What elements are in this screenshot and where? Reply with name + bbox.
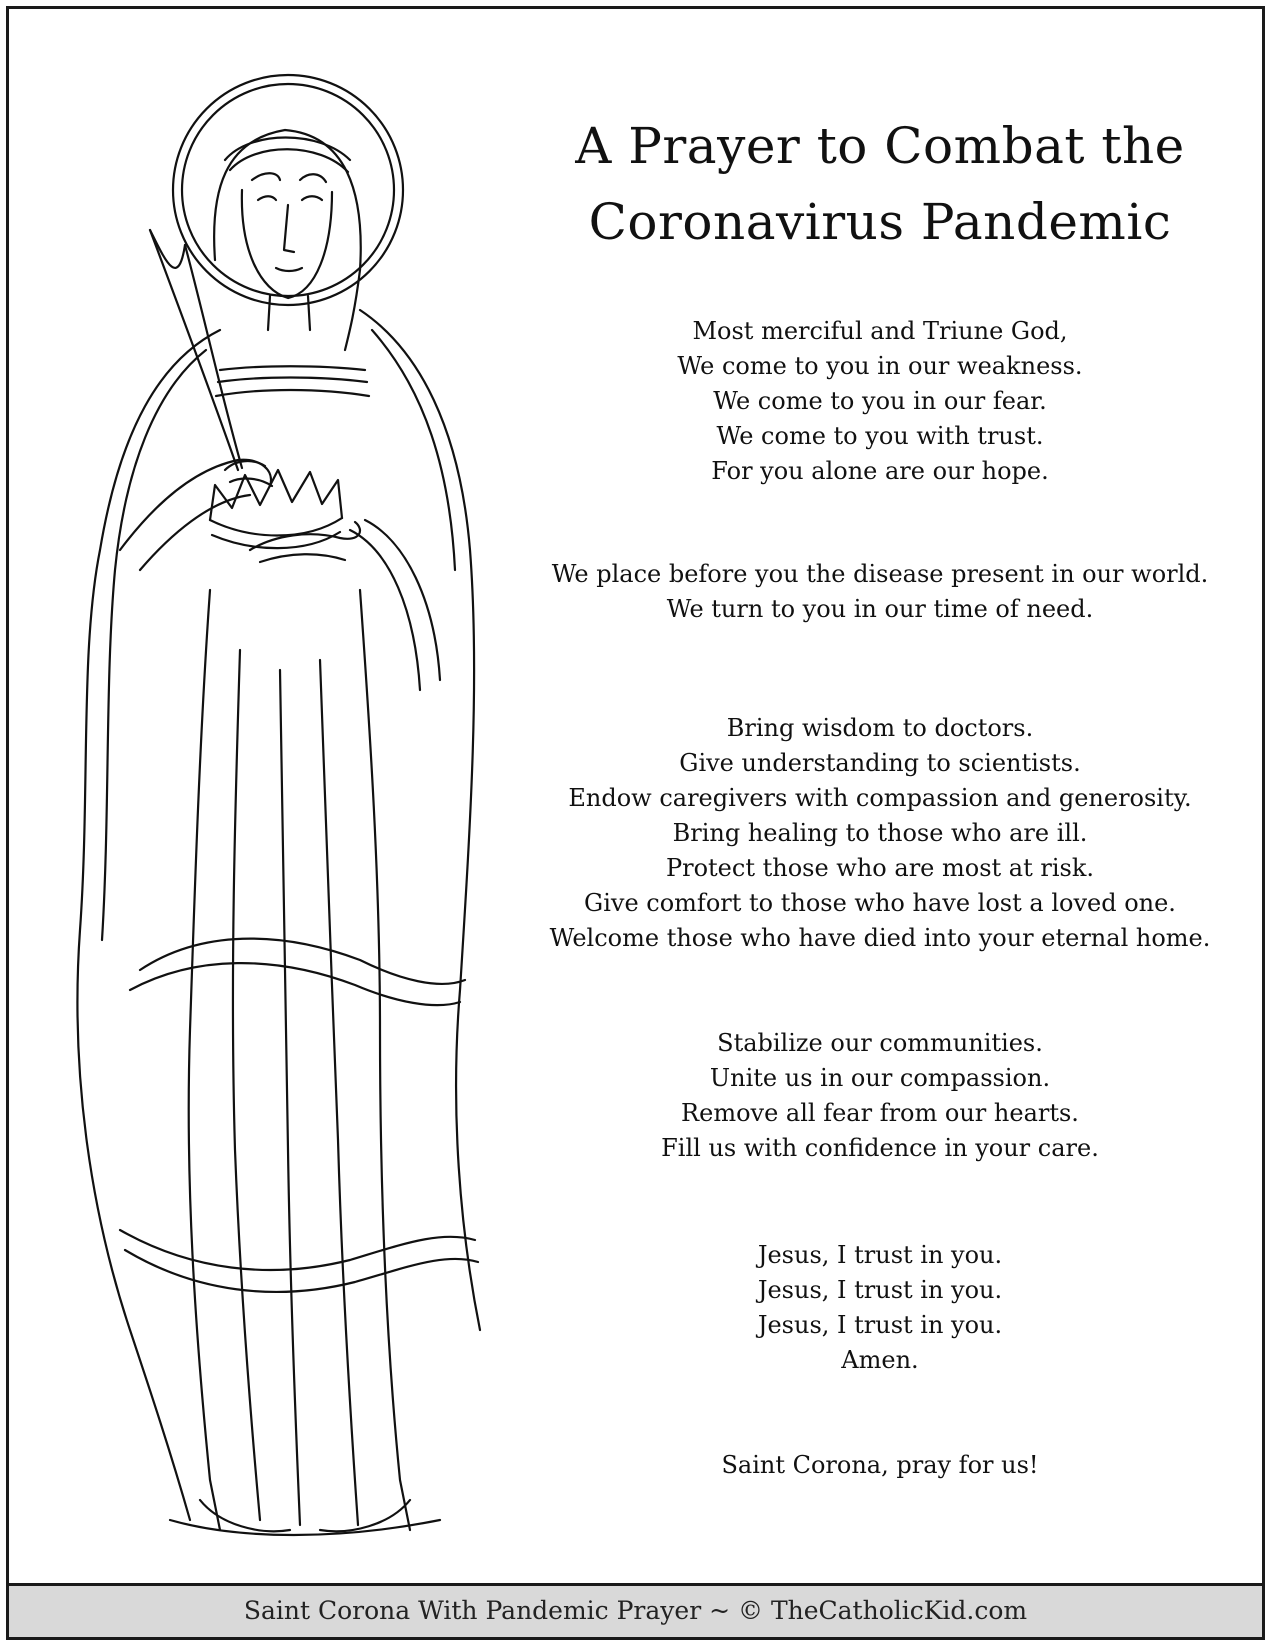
prayer-line: Amen. bbox=[841, 1346, 919, 1374]
prayer-stanza-1 bbox=[520, 314, 1240, 489]
prayer-closing bbox=[520, 1448, 1240, 1483]
prayer-line: Endow caregivers with compassion and generosity. bbox=[568, 784, 1192, 812]
prayer-line: We turn to you in our time of need. bbox=[666, 595, 1094, 623]
palm-branch-icon bbox=[150, 230, 238, 470]
saint-corona-illustration bbox=[20, 30, 540, 1550]
prayer-line: Jesus, I trust in you. bbox=[757, 1276, 1003, 1304]
prayer-line: Give understanding to scientists. bbox=[679, 749, 1081, 777]
prayer-line: For you alone are our hope. bbox=[711, 457, 1049, 485]
title-line-2: Coronavirus Pandemic bbox=[588, 193, 1172, 251]
prayer-line: Most merciful and Triune God, bbox=[692, 317, 1068, 345]
title-line-1: A Prayer to Combat the bbox=[575, 117, 1185, 175]
prayer-line: Jesus, I trust in you. bbox=[757, 1311, 1003, 1339]
prayer-line: Remove all fear from our hearts. bbox=[681, 1099, 1079, 1127]
prayer-line: Unite us in our compassion. bbox=[709, 1064, 1051, 1092]
prayer-line: Jesus, I trust in you. bbox=[757, 1241, 1003, 1269]
prayer-line: Bring healing to those who are ill. bbox=[672, 819, 1088, 847]
prayer-line: We come to you in our weakness. bbox=[677, 352, 1083, 380]
prayer-line: We come to you in our fear. bbox=[713, 387, 1047, 415]
footer-bar bbox=[9, 1583, 1262, 1637]
prayer-line: We come to you with trust. bbox=[716, 422, 1044, 450]
page-title bbox=[520, 108, 1240, 260]
prayer-line: Fill us with confidence in your care. bbox=[661, 1134, 1099, 1162]
prayer-stanza-4 bbox=[520, 1026, 1240, 1166]
prayer-stanza-5 bbox=[520, 1238, 1240, 1378]
prayer-line: Give comfort to those who have lost a loved one. bbox=[584, 889, 1176, 917]
footer-text: Saint Corona With Pandemic Prayer ~ © TheCatholicKid.com bbox=[243, 1596, 1028, 1625]
prayer-stanza-2 bbox=[520, 557, 1240, 627]
prayer-line: Protect those who are most at risk. bbox=[665, 854, 1095, 882]
crown-icon bbox=[210, 470, 342, 520]
prayer-line: Stabilize our communities. bbox=[717, 1029, 1043, 1057]
prayer-stanza-3 bbox=[520, 711, 1240, 956]
prayer-line: Welcome those who have died into your eternal home. bbox=[549, 924, 1211, 952]
prayer-line: We place before you the disease present in our world. bbox=[551, 560, 1209, 588]
prayer-line: Bring wisdom to doctors. bbox=[726, 714, 1034, 742]
prayer-line: Saint Corona, pray for us! bbox=[721, 1451, 1039, 1479]
